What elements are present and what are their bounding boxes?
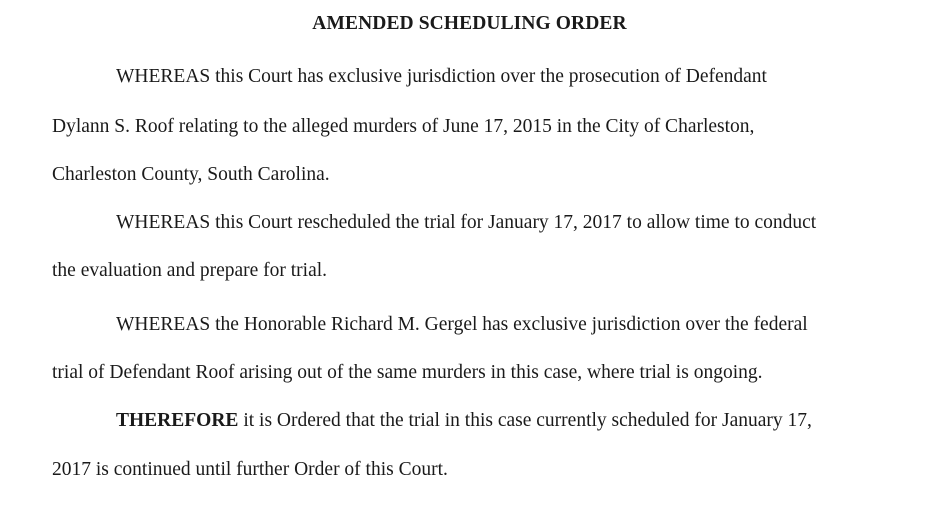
paragraph-2-line-1: WHEREAS this Court rescheduled the trial for January 17, 2017 to allow time to conduct: [116, 212, 817, 233]
paragraph-1-line-3: Charleston County, South Carolina.: [52, 164, 330, 185]
paragraph-3-line-1: WHEREAS the Honorable Richard M. Gergel has exclusive jurisdiction over the federal: [116, 314, 808, 335]
paragraph-1-line-1: WHEREAS this Court has exclusive jurisdiction over the prosecution of Defendant: [116, 66, 767, 87]
document-title: AMENDED SCHEDULING ORDER: [312, 13, 627, 34]
paragraph-2-line-2: the evaluation and prepare for trial.: [52, 260, 328, 281]
paragraph-4-line-2: 2017 is continued until further Order of this Court.: [52, 459, 448, 480]
paragraph-4-line-1-text: it is Ordered that the trial in this case currently scheduled for January 17,: [238, 410, 812, 431]
paragraph-1-line-2: Dylann S. Roof relating to the alleged murders of June 17, 2015 in the City of Charleston,: [52, 116, 755, 137]
paragraph-3-line-2: trial of Defendant Roof arising out of the same murders in this case, where trial is ongoing.: [52, 362, 763, 383]
therefore-keyword: THEREFORE: [116, 410, 239, 431]
paragraph-4-line-1: [116, 409, 812, 433]
